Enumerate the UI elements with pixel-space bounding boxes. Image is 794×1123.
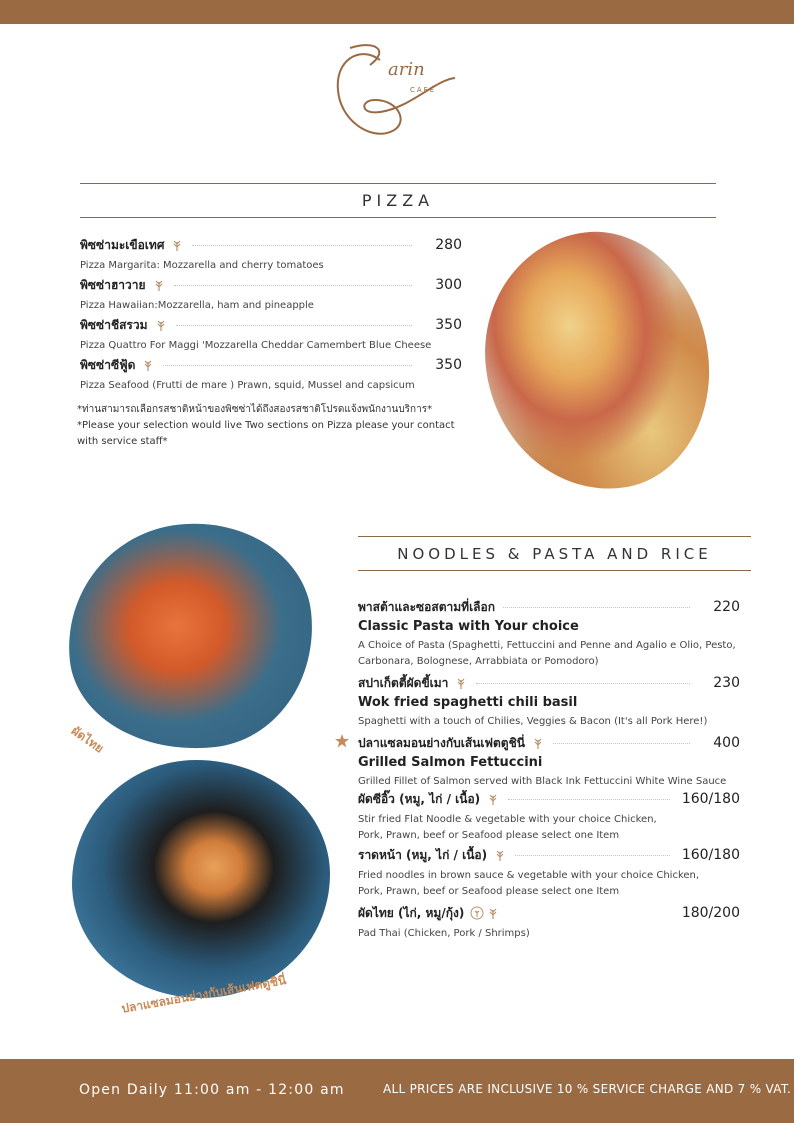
leader-dots [176,325,413,326]
noodles-section-title [358,536,751,571]
item-thai-name: ปลาแซลมอนย่างกับเส้นเฟตตูชินี่ [358,735,525,750]
item-description: Spaghetti with a touch of Chilies, Veggies & Bacon (It's all Pork Here!) [358,716,708,727]
pizza-section-title [80,183,716,218]
item-thai-name: สปาเก็ตตี้ผัดขี้เมา [358,675,449,690]
item-thai-name: พิซซ่ามะเขือเทศ [80,237,165,252]
item-price: 220 [713,599,740,615]
star-icon [335,734,349,748]
item-thai-name: ราดหน้า (หมู, ไก่ / เนื้อ) [358,847,488,862]
salmon-caption: ปลาแซลมอนย่างกับเส้นเฟตตูชินี่ [120,972,288,1016]
item-price: 350 [435,317,462,333]
opening-hours: Open Daily 11:00 am - 12:00 am [79,1082,345,1098]
prawn-caption: ผัดไทย [68,723,107,756]
pizza-note-thai: *ท่านสามารถเลือกรสชาติหน้าของพิซซ่าได้ถึงสองรสชาติโปรดแจ้งพนักงานบริการ* [77,404,433,415]
menu-item [358,598,740,670]
pizza-title-text: PIZZA [361,191,435,210]
menu-item [358,734,740,790]
leader-dots [174,285,412,286]
item-thai-name: ผัดไทย (ไก่, หมู/กุ้ง) [358,905,465,920]
menu-item [80,356,462,394]
menu-item [80,276,462,314]
svg-text:CAFÉ: CAFÉ [410,86,437,94]
brand-logo [330,40,470,145]
item-description: Pizza Hawaiian:Mozzarella, ham and pineapple [80,300,314,311]
wheat-icon [493,848,507,862]
vegetarian-icon [470,906,484,920]
item-price: 350 [435,357,462,373]
menu-item [358,904,740,942]
top-bar [0,0,794,24]
pizza-note-english: *Please your selection would live Two sections on Pizza please your contact with service staff* [77,420,455,447]
menu-item [358,790,740,844]
item-thai-name: พิซซ่าชีสรวม [80,317,148,332]
item-description: Grilled Fillet of Salmon served with Black Ink Fettuccini White Wine Sauce [358,776,727,787]
menu-item [358,846,740,900]
leader-dots [192,245,412,246]
item-price: 400 [713,735,740,751]
wheat-icon [486,906,500,920]
wheat-icon [531,736,545,750]
menu-item [80,316,462,354]
item-thai-name: ผัดซีอิ๊ว (หมู, ไก่ / เนื้อ) [358,791,481,806]
wheat-icon [141,358,155,372]
wheat-icon [154,318,168,332]
item-thai-name: พาสต้าและซอสตามที่เลือก [358,599,495,614]
item-english-name: Grilled Salmon Fettuccini [358,755,543,770]
item-description: Pizza Quattro For Maggi 'Mozzarella Cheddar Camembert Blue Cheese [80,340,432,351]
item-thai-name: พิซซ่าฮาวาย [80,277,146,292]
leader-dots [163,365,412,366]
leader-dots [515,855,670,856]
item-description: Stir fried Flat Noodle & vegetable with your choice Chicken, Pork, Prawn, beef or Seafood please select one Item [358,814,657,841]
item-price: 160/180 [681,847,740,863]
item-price: 160/180 [681,791,740,807]
salmon-dish-photo [72,760,330,998]
item-price: 230 [713,675,740,691]
pizza-note [77,402,457,450]
menu-item [80,236,462,274]
svg-text:arin: arin [388,59,425,80]
item-english-name: Classic Pasta with Your choice [358,619,579,634]
item-description: A Choice of Pasta (Spaghetti, Fettuccini and Penne and Agalio e Olio, Pesto, Carbonara, Bolognese, Arrabbiata or Pomodoro) [358,640,736,667]
prawn-dish-photo [57,512,324,761]
leader-dots [553,743,690,744]
item-english-name: Wok fried spaghetti chili basil [358,695,578,710]
menu-item [358,674,740,730]
leader-dots [508,799,670,800]
item-description: Pizza Seafood (Frutti de mare ) Prawn, squid, Mussel and capsicum [80,380,415,391]
item-description: Pizza Margarita: Mozzarella and cherry tomatoes [80,260,324,271]
leader-dots [476,683,690,684]
item-price: 280 [435,237,462,253]
pizza-photo [469,218,725,504]
item-description: Pad Thai (Chicken, Pork / Shrimps) [358,928,530,939]
item-thai-name: พิซซ่าซีฟู้ด [80,357,136,372]
prices-note: ALL PRICES ARE INCLUSIVE 10 % SERVICE CHARGE AND 7 % VAT. [383,1082,792,1096]
item-price: 180/200 [681,905,740,921]
wheat-icon [486,792,500,806]
leader-dots [503,607,690,608]
wheat-icon [454,676,468,690]
item-price: 300 [435,277,462,293]
item-description: Fried noodles in brown sauce & vegetable with your choice Chicken, Pork, Prawn, beef or Seafood please select one Item [358,870,700,897]
wheat-icon [152,278,166,292]
noodles-title-text: NOODLES & PASTA AND RICE [397,544,712,563]
wheat-icon [170,238,184,252]
leader-space [508,913,670,914]
logo-script-icon [330,40,470,145]
